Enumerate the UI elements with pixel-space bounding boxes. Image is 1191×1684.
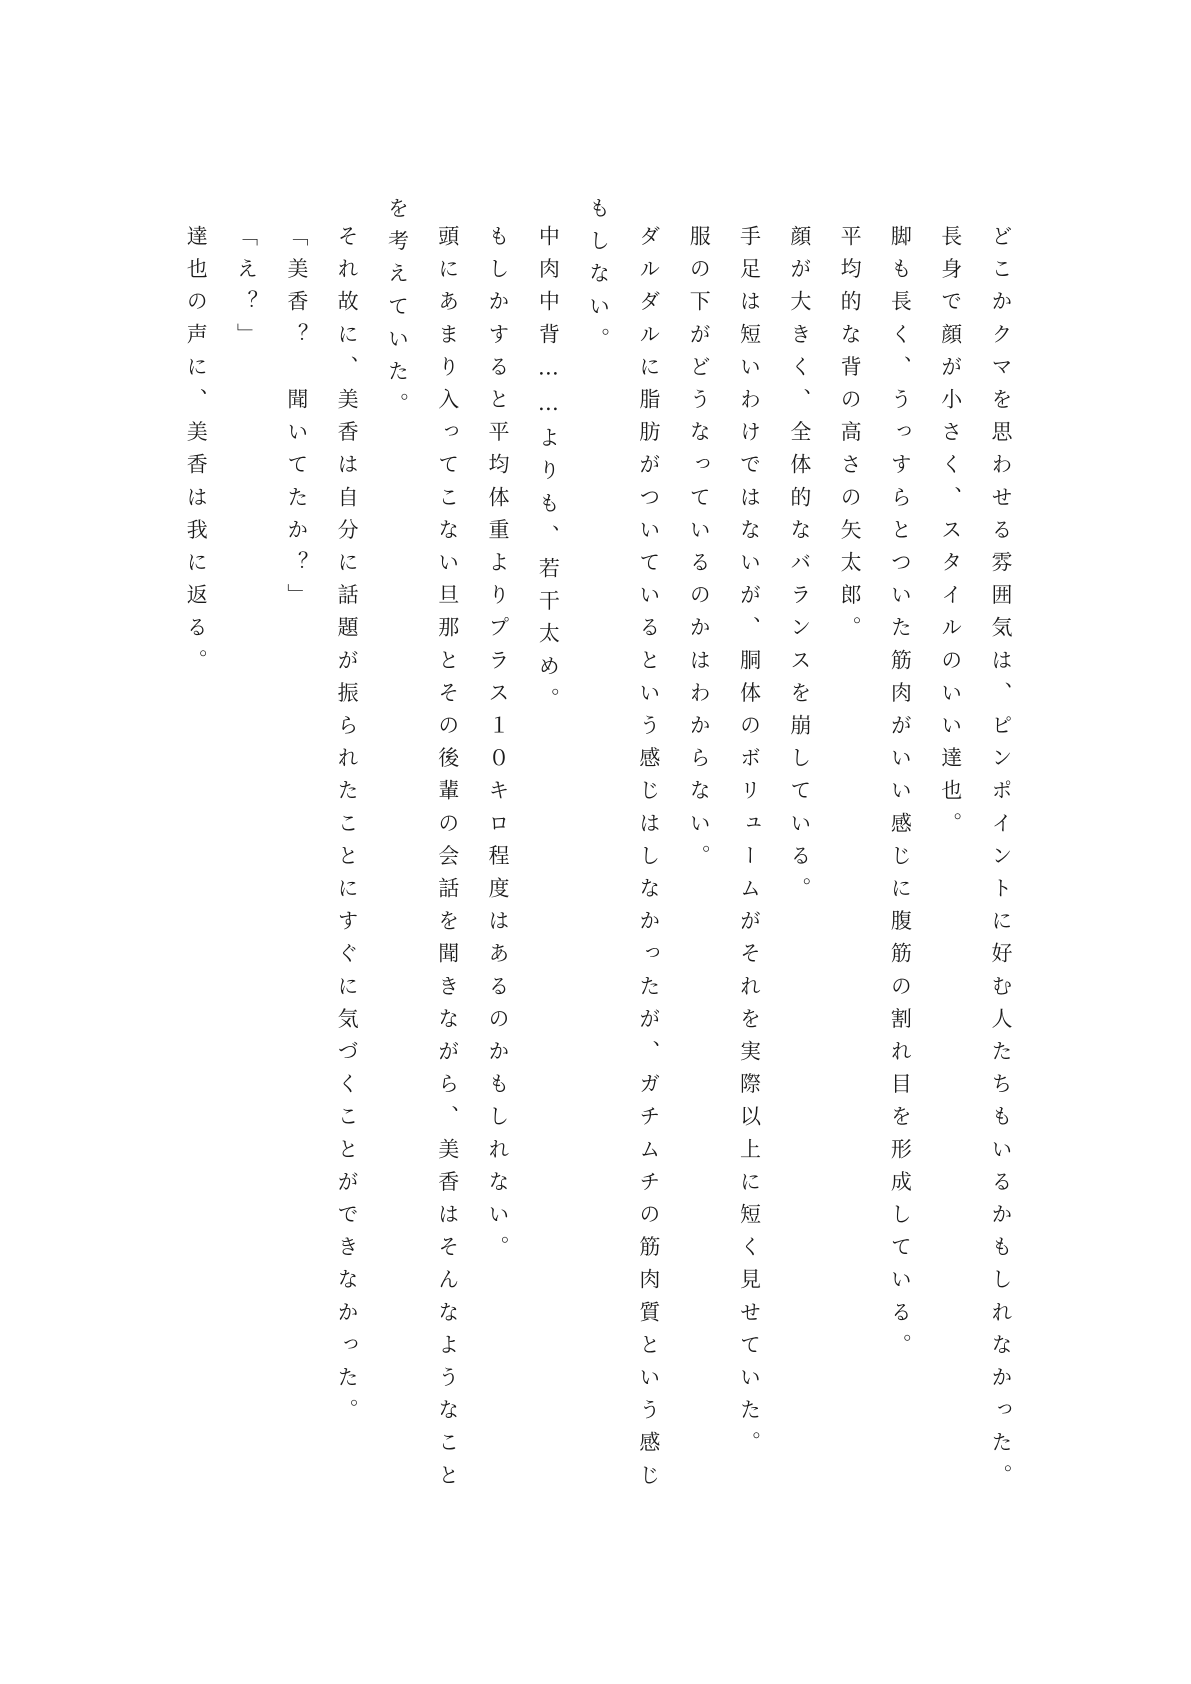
text-line-3: 脚も長く、うっすらとついた筋肉がいい感じに腹筋の割れ目を形成している。 [888,225,913,1366]
text-line-1: どこかクマを思わせる雰囲気は、ピンポイントに好む人たちもいるかもしれなかった。 [989,225,1013,1497]
text-line-4: 平均的な背の高さの矢太郎。 [838,225,863,649]
text-line-16: 「え？」 [234,225,259,356]
text-line-17: 達也の声に、美香は我に返る。 [184,225,209,682]
text-line-12: 頭にあまり入ってこない旦那とその後輩の会話を聞きながら、美香はそんなようなこと [435,225,460,1497]
text-line-14: それ故に、美香は自分に話題が振られたことにすぐに気づくことができなかった。 [335,225,360,1432]
text-line-8: ダルダルに脂肪がついているという感じはしなかったが、ガチムチの筋肉質という感じ [636,225,661,1497]
text-line-11: もしかすると平均体重よりプラス１０キロ程度はあるのかもしれない。 [486,225,511,1269]
text-line-13: を考えていた。 [385,197,410,426]
text-line-10: 中肉中背……よりも、若干太め。 [536,225,561,720]
text-line-5: 顔が大きく、全体的なバランスを崩している。 [787,225,812,910]
text-line-2: 長身で顔が小さく、スタイルのいい達也。 [938,225,963,845]
text-line-15: 「美香？ 聞いてたか？」 [284,225,309,617]
text-line-7: 服の下がどうなっているのかはわからない。 [687,225,712,877]
text-line-9: もしない。 [586,197,611,360]
vertical-text-body [151,197,1013,1525]
text-line-6: 手足は短いわけではないが、胴体のボリュームがそれを実際以上に短く見せていた。 [737,225,762,1464]
